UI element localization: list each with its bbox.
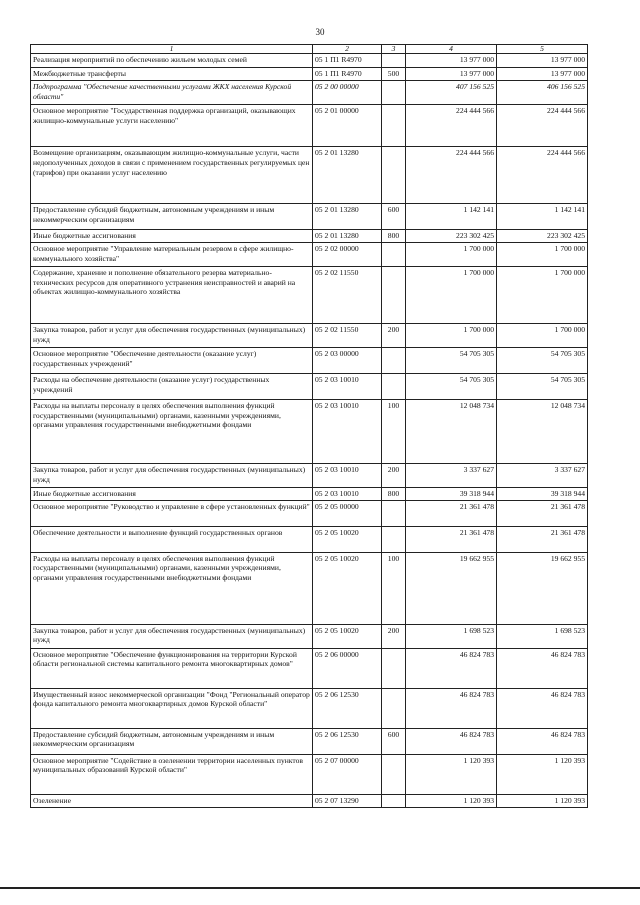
row-expense-type-cell: 600 xyxy=(382,728,406,754)
table-row xyxy=(31,728,588,754)
table-row xyxy=(31,105,588,147)
row-expense-type-cell: 100 xyxy=(382,552,406,624)
row-name-cell: Расходы на обеспечение деятельности (оказание услуг) государственных учреждений xyxy=(31,373,313,399)
row-expense-type-cell xyxy=(382,147,406,204)
row-amount-year2-cell: 1 120 393 xyxy=(497,754,588,794)
page-bottom-rule xyxy=(0,887,640,889)
row-amount-year1-cell: 12 048 734 xyxy=(406,399,497,463)
row-amount-year1-cell: 224 444 566 xyxy=(406,105,497,147)
row-amount-year2-cell: 46 824 783 xyxy=(497,728,588,754)
row-amount-year2-cell: 54 705 305 xyxy=(497,347,588,373)
row-name-cell: Предоставление субсидий бюджетным, автономным учреждениям и иным некоммерческим организациям xyxy=(31,204,313,230)
row-name-cell: Предоставление субсидий бюджетным, автономным учреждениям и иным некоммерческим организациям xyxy=(31,728,313,754)
row-expense-type-cell xyxy=(382,794,406,807)
table-row xyxy=(31,373,588,399)
row-expense-type-cell xyxy=(382,648,406,688)
row-amount-year2-cell: 12 048 734 xyxy=(497,399,588,463)
row-amount-year2-cell: 1 142 141 xyxy=(497,204,588,230)
row-amount-year2-cell: 3 337 627 xyxy=(497,463,588,487)
row-amount-year2-cell: 21 361 478 xyxy=(497,500,588,526)
row-amount-year2-cell: 39 318 944 xyxy=(497,487,588,500)
row-code-cell: 05 2 00 00000 xyxy=(313,81,382,105)
row-name-cell: Основное мероприятие "Государственная поддержка организаций, оказывающих жилищно-коммунальные услуги населению" xyxy=(31,105,313,147)
row-amount-year1-cell: 223 302 425 xyxy=(406,230,497,243)
row-name-cell: Подпрограмма "Обеспечение качественными услугами ЖКХ населения Курской области" xyxy=(31,81,313,105)
row-code-cell: 05 2 06 12530 xyxy=(313,728,382,754)
row-name-cell: Закупка товаров, работ и услуг для обеспечения государственных (муниципальных) нужд xyxy=(31,624,313,648)
row-code-cell: 05 2 03 10010 xyxy=(313,463,382,487)
table-row xyxy=(31,624,588,648)
table-row xyxy=(31,266,588,323)
table-row xyxy=(31,648,588,688)
table-row xyxy=(31,500,588,526)
header-col-1: 1 xyxy=(31,45,313,54)
row-name-cell: Содержание, хранение и пополнение обязательного резерва материально-технических ресурсов для оперативного устранения неисправностей и аварий на объектах жилищно-коммунального хозяйства xyxy=(31,266,313,323)
row-amount-year1-cell: 21 361 478 xyxy=(406,526,497,552)
table-row xyxy=(31,552,588,624)
header-col-4: 4 xyxy=(406,45,497,54)
table-row xyxy=(31,242,588,266)
row-name-cell: Иные бюджетные ассигнования xyxy=(31,230,313,243)
row-code-cell: 05 2 03 10010 xyxy=(313,487,382,500)
row-code-cell: 05 2 05 10020 xyxy=(313,552,382,624)
row-code-cell: 05 2 01 13280 xyxy=(313,204,382,230)
row-name-cell: Основное мероприятие "Руководство и управление в сфере установленных функций" xyxy=(31,500,313,526)
row-name-cell: Возмещение организациям, оказывающим жилищно-коммунальные услуги, части недополученных доходов в связи с применением государственных регулируемых цен (тарифов) при оказании услуг населению xyxy=(31,147,313,204)
row-amount-year1-cell: 1 120 393 xyxy=(406,754,497,794)
header-col-5: 5 xyxy=(497,45,588,54)
row-amount-year2-cell: 1 700 000 xyxy=(497,242,588,266)
row-amount-year1-cell: 1 698 523 xyxy=(406,624,497,648)
row-code-cell: 05 2 06 00000 xyxy=(313,648,382,688)
row-expense-type-cell xyxy=(382,688,406,728)
row-amount-year2-cell: 1 700 000 xyxy=(497,266,588,323)
row-expense-type-cell xyxy=(382,266,406,323)
row-amount-year1-cell: 39 318 944 xyxy=(406,487,497,500)
table-row xyxy=(31,754,588,794)
row-amount-year2-cell: 1 698 523 xyxy=(497,624,588,648)
row-expense-type-cell xyxy=(382,526,406,552)
row-amount-year1-cell: 1 700 000 xyxy=(406,242,497,266)
table-row xyxy=(31,323,588,347)
row-name-cell: Реализация мероприятий по обеспечению жильем молодых семей xyxy=(31,54,313,68)
row-expense-type-cell xyxy=(382,373,406,399)
table-row xyxy=(31,794,588,807)
row-name-cell: Обеспечение деятельности и выполнение функций государственных органов xyxy=(31,526,313,552)
row-amount-year2-cell: 223 302 425 xyxy=(497,230,588,243)
row-amount-year1-cell: 46 824 783 xyxy=(406,648,497,688)
row-amount-year2-cell: 13 977 000 xyxy=(497,54,588,68)
row-expense-type-cell xyxy=(382,347,406,373)
row-code-cell: 05 2 06 12530 xyxy=(313,688,382,728)
row-name-cell: Расходы на выплаты персоналу в целях обеспечения выполнения функций государственными (муниципальными) органами, казенными учреждениями, органами управления государственными внебюджетными фондами xyxy=(31,552,313,624)
row-code-cell: 05 2 01 13280 xyxy=(313,230,382,243)
budget-table xyxy=(30,44,588,808)
table-header-row xyxy=(31,45,588,54)
table-row xyxy=(31,68,588,81)
row-expense-type-cell xyxy=(382,754,406,794)
table-row xyxy=(31,347,588,373)
row-code-cell: 05 2 02 11550 xyxy=(313,266,382,323)
table-row xyxy=(31,230,588,243)
row-amount-year2-cell: 1 700 000 xyxy=(497,323,588,347)
row-amount-year2-cell: 46 824 783 xyxy=(497,648,588,688)
row-expense-type-cell: 100 xyxy=(382,399,406,463)
row-name-cell: Основное мероприятие "Содействие в озеленении территории населенных пунктов муниципальных образований Курской области" xyxy=(31,754,313,794)
row-amount-year1-cell: 46 824 783 xyxy=(406,688,497,728)
row-amount-year1-cell: 1 120 393 xyxy=(406,794,497,807)
row-amount-year2-cell: 19 662 955 xyxy=(497,552,588,624)
row-expense-type-cell xyxy=(382,242,406,266)
row-amount-year1-cell: 19 662 955 xyxy=(406,552,497,624)
row-amount-year1-cell: 54 705 305 xyxy=(406,373,497,399)
table-row xyxy=(31,204,588,230)
row-amount-year1-cell: 3 337 627 xyxy=(406,463,497,487)
row-code-cell: 05 2 07 00000 xyxy=(313,754,382,794)
table-row xyxy=(31,526,588,552)
row-name-cell: Закупка товаров, работ и услуг для обеспечения государственных (муниципальных) нужд xyxy=(31,323,313,347)
row-amount-year2-cell: 224 444 566 xyxy=(497,147,588,204)
page-number: 30 xyxy=(315,27,325,37)
row-code-cell: 05 2 01 13280 xyxy=(313,147,382,204)
table-row xyxy=(31,147,588,204)
row-amount-year1-cell: 1 700 000 xyxy=(406,266,497,323)
table-row xyxy=(31,81,588,105)
row-code-cell: 05 2 07 13290 xyxy=(313,794,382,807)
table-row xyxy=(31,487,588,500)
row-expense-type-cell xyxy=(382,500,406,526)
row-code-cell: 05 2 03 10010 xyxy=(313,399,382,463)
row-amount-year2-cell: 54 705 305 xyxy=(497,373,588,399)
row-expense-type-cell xyxy=(382,81,406,105)
row-amount-year1-cell: 1 142 141 xyxy=(406,204,497,230)
row-code-cell: 05 2 02 00000 xyxy=(313,242,382,266)
row-name-cell: Закупка товаров, работ и услуг для обеспечения государственных (муниципальных) нужд xyxy=(31,463,313,487)
row-amount-year2-cell: 1 120 393 xyxy=(497,794,588,807)
row-code-cell: 05 2 05 00000 xyxy=(313,500,382,526)
row-code-cell: 05 2 05 10020 xyxy=(313,526,382,552)
row-name-cell: Основное мероприятие "Обеспечение деятельности (оказание услуг) государственных учреждений" xyxy=(31,347,313,373)
row-name-cell: Озеленение xyxy=(31,794,313,807)
row-amount-year2-cell: 21 361 478 xyxy=(497,526,588,552)
row-code-cell: 05 2 03 00000 xyxy=(313,347,382,373)
row-expense-type-cell xyxy=(382,105,406,147)
row-name-cell: Основное мероприятие "Обеспечение функционирования на территории Курской области региональной системы капитального ремонта многоквартирных домов" xyxy=(31,648,313,688)
table-row xyxy=(31,54,588,68)
row-amount-year1-cell: 46 824 783 xyxy=(406,728,497,754)
row-code-cell: 05 2 03 10010 xyxy=(313,373,382,399)
row-name-cell: Иные бюджетные ассигнования xyxy=(31,487,313,500)
row-code-cell: 05 2 02 11550 xyxy=(313,323,382,347)
row-code-cell: 05 2 05 10020 xyxy=(313,624,382,648)
row-code-cell: 05 1 П1 R4970 xyxy=(313,68,382,81)
row-expense-type-cell: 200 xyxy=(382,463,406,487)
row-amount-year1-cell: 1 700 000 xyxy=(406,323,497,347)
row-amount-year1-cell: 21 361 478 xyxy=(406,500,497,526)
row-amount-year1-cell: 54 705 305 xyxy=(406,347,497,373)
header-col-2: 2 xyxy=(313,45,382,54)
row-expense-type-cell: 800 xyxy=(382,487,406,500)
row-expense-type-cell: 200 xyxy=(382,323,406,347)
row-amount-year2-cell: 46 824 783 xyxy=(497,688,588,728)
header-col-3: 3 xyxy=(382,45,406,54)
row-expense-type-cell: 200 xyxy=(382,624,406,648)
row-amount-year1-cell: 224 444 566 xyxy=(406,147,497,204)
row-amount-year2-cell: 406 156 525 xyxy=(497,81,588,105)
row-amount-year2-cell: 13 977 000 xyxy=(497,68,588,81)
row-name-cell: Основное мероприятие "Управление материальным резервом в сфере жилищно-коммунального хозяйства" xyxy=(31,242,313,266)
row-expense-type-cell xyxy=(382,54,406,68)
row-name-cell: Имущественный взнос некоммерческой организации "Фонд "Региональный оператор фонда капитального ремонта многоквартирных домов Курской области" xyxy=(31,688,313,728)
row-expense-type-cell: 600 xyxy=(382,204,406,230)
row-amount-year1-cell: 407 156 525 xyxy=(406,81,497,105)
row-amount-year1-cell: 13 977 000 xyxy=(406,68,497,81)
row-expense-type-cell: 500 xyxy=(382,68,406,81)
table-row xyxy=(31,399,588,463)
row-amount-year1-cell: 13 977 000 xyxy=(406,54,497,68)
row-code-cell: 05 1 П1 R4970 xyxy=(313,54,382,68)
row-name-cell: Расходы на выплаты персоналу в целях обеспечения выполнения функций государственными (муниципальными) органами, казенными учреждениями, органами управления государственными внебюджетными фондами xyxy=(31,399,313,463)
row-amount-year2-cell: 224 444 566 xyxy=(497,105,588,147)
row-code-cell: 05 2 01 00000 xyxy=(313,105,382,147)
table-row xyxy=(31,688,588,728)
row-expense-type-cell: 800 xyxy=(382,230,406,243)
table-row xyxy=(31,463,588,487)
row-name-cell: Межбюджетные трансферты xyxy=(31,68,313,81)
